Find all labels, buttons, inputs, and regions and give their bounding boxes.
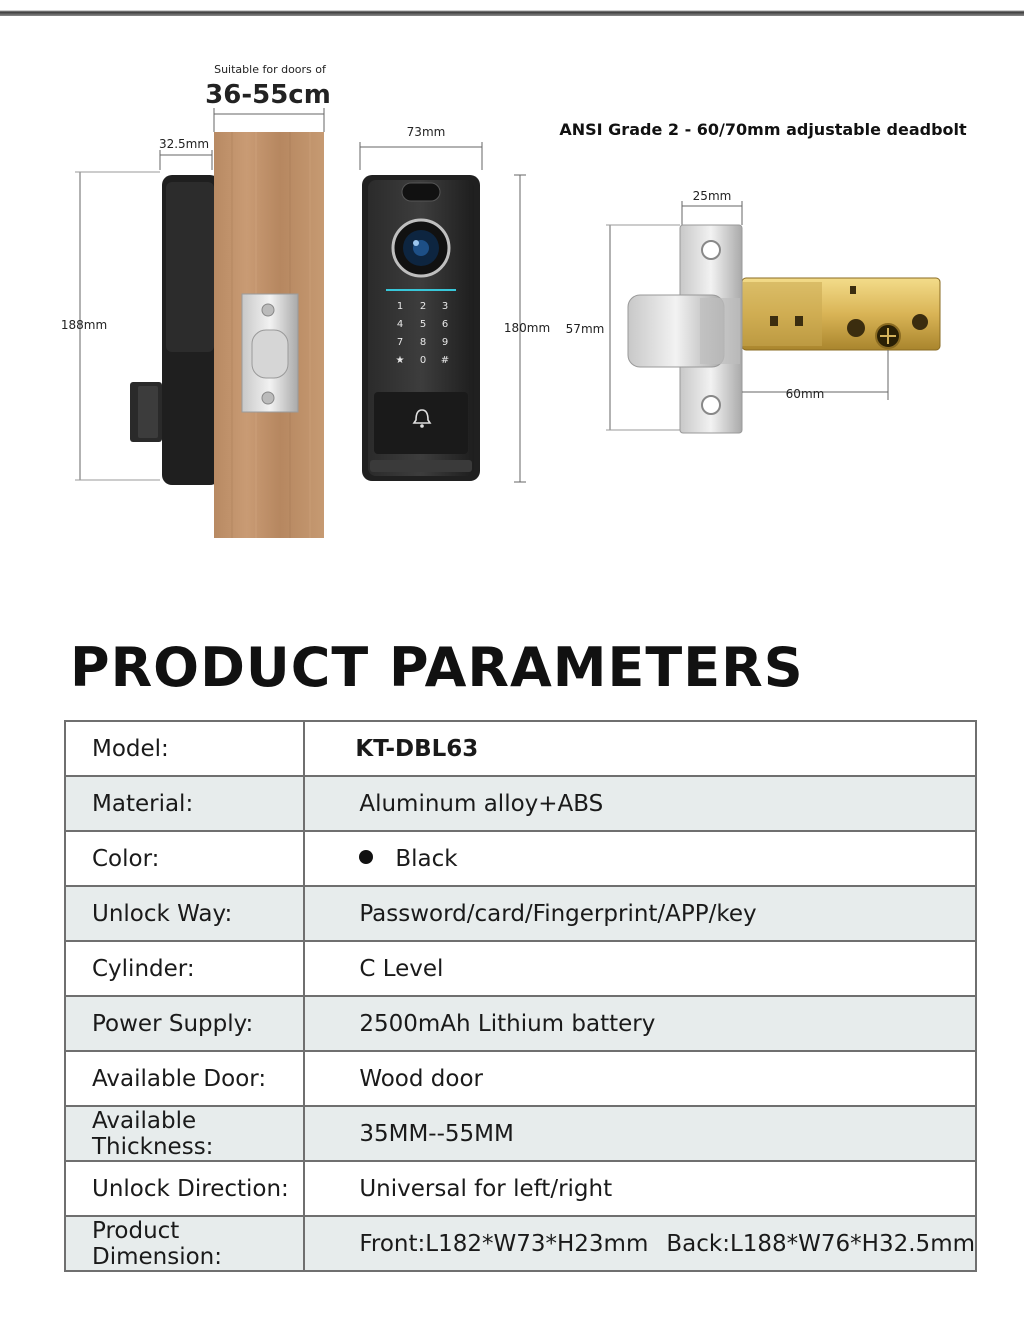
backset-label: 60mm: [785, 387, 825, 401]
keypad-key: 3: [441, 301, 449, 312]
param-value: KT-DBL63: [304, 721, 976, 776]
door-note-label: Suitable for doors of: [214, 63, 326, 76]
param-label: Available Door:: [65, 1051, 304, 1106]
keypad-key: 0: [419, 355, 427, 366]
param-label: Available Thickness:: [65, 1106, 304, 1161]
param-label: Model:: [65, 721, 304, 776]
bolt-width-label: 25mm: [692, 189, 732, 203]
param-label: Material:: [65, 776, 304, 831]
keypad-key: 8: [419, 337, 427, 348]
product-diagram: [0, 20, 1024, 600]
deadbolt-illustration: [559, 120, 967, 433]
param-label: Product Dimension:: [65, 1216, 304, 1271]
deadbolt-title: ANSI Grade 2 - 60/70mm adjustable deadbolt: [559, 120, 967, 139]
front-view-illustration: [360, 125, 550, 482]
table-row: [65, 1216, 976, 1271]
keypad-key: 2: [419, 301, 427, 312]
table-row: [65, 886, 976, 941]
front-dimension: Front:L182*W73*H23mm: [359, 1230, 649, 1257]
front-height-label: 180mm: [503, 321, 551, 335]
table-row: [65, 721, 976, 776]
section-title: PRODUCT PARAMETERS: [70, 636, 804, 699]
param-value: 2500mAh Lithium battery: [304, 996, 976, 1051]
back-depth-label: 32.5mm: [158, 137, 210, 151]
param-value: Universal for left/right: [304, 1161, 976, 1216]
keypad-key: 5: [419, 319, 427, 330]
parameters-table: [64, 720, 977, 1272]
keypad-key: 4: [396, 319, 404, 330]
table-row: [65, 1161, 976, 1216]
back-dimension: Back:L188*W76*H32.5mm: [666, 1230, 975, 1257]
param-value-cell: [304, 1216, 976, 1271]
table-row: [65, 996, 976, 1051]
color-swatch-icon: [359, 850, 373, 864]
param-label: Unlock Way:: [65, 886, 304, 941]
param-value: 35MM--55MM: [304, 1106, 976, 1161]
param-label: Cylinder:: [65, 941, 304, 996]
table-row: [65, 1106, 976, 1161]
keypad-key: 1: [396, 301, 404, 312]
param-value: Wood door: [304, 1051, 976, 1106]
param-value: C Level: [304, 941, 976, 996]
param-label: Color:: [65, 831, 304, 886]
plate-height-label: 57mm: [565, 322, 605, 336]
keypad-key: 6: [441, 319, 449, 330]
keypad-key: #: [440, 355, 450, 366]
back-height-label: 188mm: [60, 318, 108, 332]
keypad-key: 9: [441, 337, 449, 348]
param-label: Power Supply:: [65, 996, 304, 1051]
param-value-cell: [304, 831, 976, 886]
table-row: [65, 941, 976, 996]
back-view-illustration: [61, 63, 331, 538]
door-thickness-label: 36-55cm: [205, 80, 331, 110]
keypad-key: 7: [396, 337, 404, 348]
table-row: [65, 1051, 976, 1106]
table-row: [65, 776, 976, 831]
table-row: [65, 831, 976, 886]
front-width-label: 73mm: [406, 125, 446, 139]
param-label: Unlock Direction:: [65, 1161, 304, 1216]
param-value: Black: [395, 845, 458, 872]
keypad-key: ★: [395, 355, 405, 366]
param-value: Aluminum alloy+ABS: [304, 776, 976, 831]
top-rule: [0, 0, 1024, 16]
param-value: Password/card/Fingerprint/APP/key: [304, 886, 976, 941]
